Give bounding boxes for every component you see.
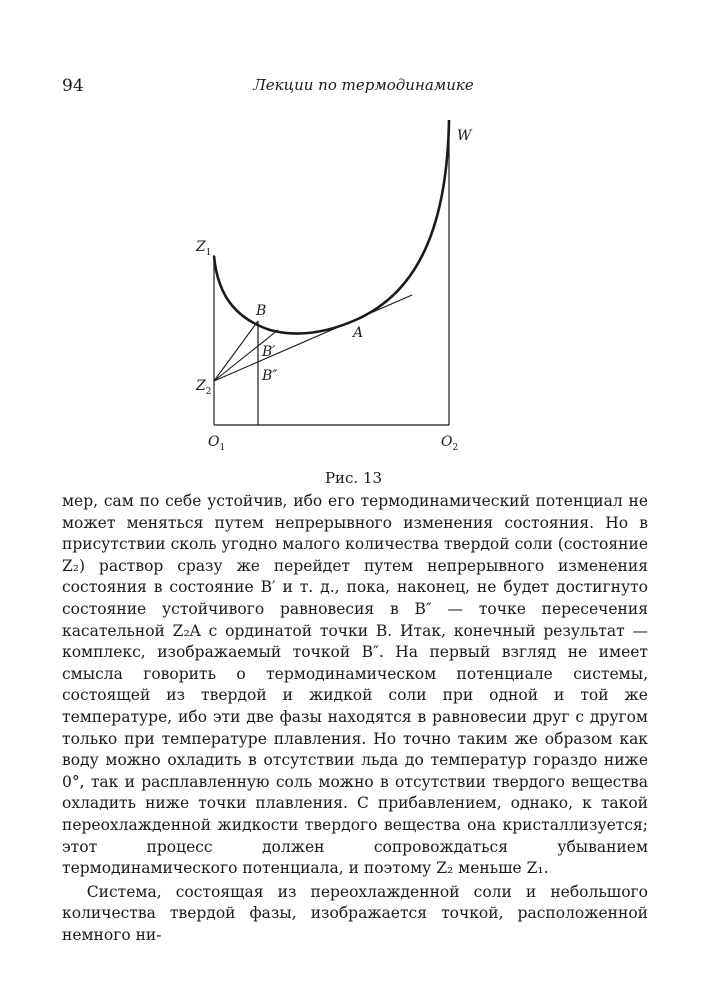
figure-13-diagram — [0, 0, 707, 470]
label-o1: $O_1$ — [208, 434, 226, 453]
label-z2: $Z_2$ — [196, 378, 212, 397]
potential-curve — [214, 120, 449, 334]
label-w: W — [457, 128, 472, 144]
label-a: A — [353, 325, 364, 341]
label-b-double-prime: B″ — [262, 368, 278, 384]
label-z1: $Z_1$ — [196, 239, 212, 258]
paragraph-1: мер, сам по себе устойчив, ибо его термодинамический потенциал не может меняться путем непрерывного изменения состояния. Но в присутствии сколь угодно малого количества твердой соли (состояние Z₂) раствор сразу же перейдет путем непрерывного изменения состояния в состояние B′ и т. д., пока, наконец, не будет достигнуто состояние устойчивого равновесия в B″ — точке пересечения касательной Z₂A с ординатой точки B. Итак, конечный результат — комплекс, изображаемый точкой B″. На первый взгляд не имеет смысла говорить о термодинамическом потенциале системы, состоящей из твердой и жидкой соли при одной и той же температуре, ибо эти две фазы находятся в равновесии друг с другом только при температуре плавления. Но точно таким же образом как воду можно охладить в отсутствии льда до температур гораздо ниже 0°, так и расплавленную соль можно в отсутствии твердого вещества охладить ниже точки плавления. С прибавлением, однако, к такой переохлажденной жидкости твердого вещества она кристаллизуется; этот процесс должен сопровождаться убыванием термодинамического потенциала, и поэтому Z₂ меньше Z₁. — [62, 492, 648, 878]
label-o2: $O_2$ — [441, 434, 459, 453]
label-b: B — [256, 303, 267, 319]
running-title: Лекции по термодинамике — [253, 76, 474, 94]
label-b-prime: B′ — [262, 344, 276, 360]
tangent-line-z2-a — [214, 295, 412, 381]
body-text — [62, 491, 648, 946]
figure-caption: Рис. 13 — [324, 469, 383, 487]
page-number: 94 — [62, 76, 84, 96]
paragraph-2: Система, состоящая из переохлажденной соли и небольшого количества твердой фазы, изображается точкой, расположенной немного ни- — [62, 882, 648, 944]
